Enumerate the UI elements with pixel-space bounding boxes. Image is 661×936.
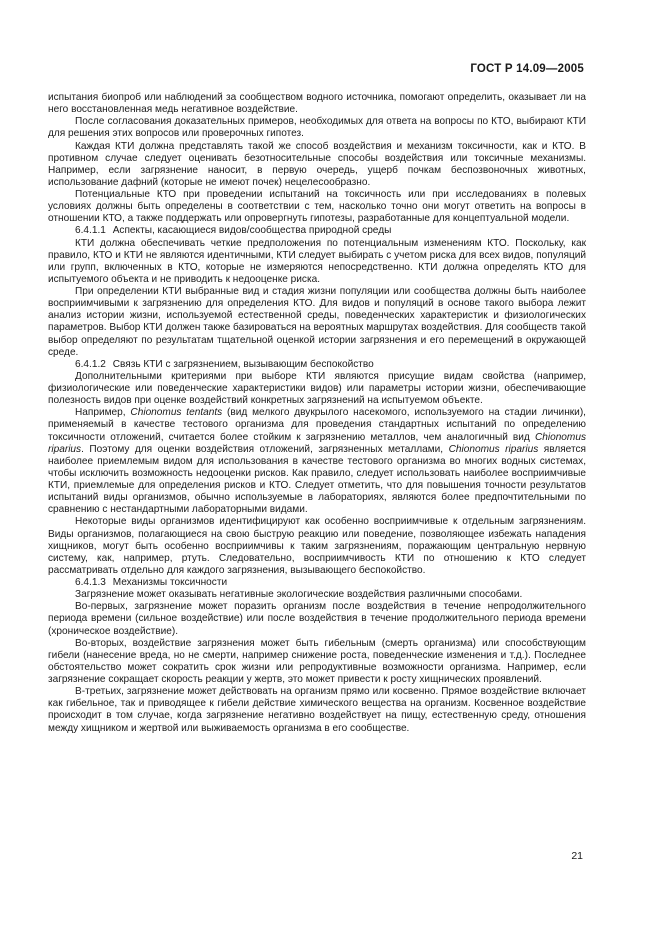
paragraph-species-example <box>48 407 586 516</box>
species-name: Chionomus riparius <box>48 431 586 455</box>
paragraph: В-третьих, загрязнение может действовать на организм прямо или косвенно. Прямое воздействие включает как гибельное, так и приводящее к гибели действие химического вещества на организм. Косвенное воздействие происходит в том случае, когда загрязнение негативно воздействует на пищу, естественную среду, отношения между хищником и жертвой или выживаемость организма в его сообществе. <box>48 686 586 734</box>
paragraph: Каждая КТИ должна представлять такой же способ воздействия и механизм токсичности, как и КТО. В противном случае следует оценивать безотносительные способы воздействия или токсичные механизмы. Например, если загрязнение наносит, в первую очередь, ущерб почкам беспозвоночных животных, использование дафний (которые не имеют почек) нецелесообразно. <box>48 140 586 188</box>
section-number: 6.4.1.1 <box>75 225 106 237</box>
paragraph: КТИ должна обеспечивать четкие предположения по потенциальным изменениям КТО. Поскольку, как правило, КТО и КТИ не являются идентичными, КТИ следует выбирать с учетом риска для всех видов, популяций или групп, включенных в КТО, которые не измеряются непосредственно. КТИ должна определять КТО для испытуемого объекта и не приводить к недооценке риска. <box>48 237 586 285</box>
paragraph: Дополнительными критериями при выборе КТИ являются присущие видам свойства (например, физиологические или поведенческие характеристики видов) или параметры истории жизни, обеспечивающие полезность видов при оценке воздействий конкретных загрязнений на испытуемом объекте. <box>48 370 586 407</box>
section-title: Механизмы токсичности <box>112 577 228 588</box>
paragraph: При определении КТИ выбранные вид и стадия жизни популяции или сообщества должны быть наиболее восприимчивыми к загрязнению для определения КТО. Для видов и популяций в основе такого выбора лежит анализ истории жизни, используемой естественной среды, поведенческих характеристик и физиологических параметров. Выбор КТИ должен также базироваться на вероятных маршрутах воздействия. Для сообществ такой выбор определяют по результатам тщательной оценкой истории загрязнения и его перемещений в окружающей среде. <box>48 286 586 358</box>
document-body <box>48 92 586 735</box>
page-number: 21 <box>571 850 583 862</box>
section-title: Связь КТИ с загрязнением, вызывающим беспокойство <box>112 358 374 370</box>
species-name: Chionomus riparius <box>448 443 539 455</box>
paragraph: Загрязнение может оказывать негативные экологические воздействия различными способами. <box>75 589 523 601</box>
paragraph: После согласования доказательных примеров, необходимых для ответа на вопросы по КТО, выбирают КТИ для решения этих вопросов или проверочных гипотез. <box>48 116 586 140</box>
section-heading-6-4-1-3 <box>48 577 586 589</box>
section-title: Аспекты, касающиеся видов/сообщества природной среды <box>112 225 392 237</box>
section-number: 6.4.1.3 <box>75 577 106 588</box>
paragraph: Потенциальные КТО при проведении испытаний на токсичность или при исследованиях в полевых условиях должны быть определены в соответствии с тем, насколько точно они могут ответить на вопросы в отношении КТО, а также поддержать или опровергнуть гипотезы, разработанные для концептуальной модели. <box>48 189 586 225</box>
text-run: Например, <box>75 407 131 419</box>
species-name: Chionomus tentants <box>130 407 223 419</box>
text-run: . Поэтому для оценки воздействия отложений, загрязненных металлами, <box>81 443 449 455</box>
text-run: является наиболее приемлемым видом для использования в качестве тестового организма во многих водных системах, чтобы исключить возможность недооценки рисков. Как правило, следует использовать наиболее восприимчивые КТИ, приемлемые для определения рисков и КТО. Следует отметить, что для повышения точности результатов испытаний виды организмов, обычно используемые в лабораториях, являются более предпочтительными по сравнению с нестандартными лабораторными видами. <box>48 443 586 516</box>
paragraph-continuation: испытания биопроб или наблюдений за сообществом водного источника, помогают определить, оказывает ли на него восстановленная медь негативное воздействие. <box>48 92 586 116</box>
section-heading-6-4-1-2 <box>48 359 586 371</box>
document-code-header: ГОСТ Р 14.09—2005 <box>470 63 584 75</box>
text-run: (вид мелкого двукрылого насекомого, используемого на стадии личинки), применяемый в качестве тестового организма для проведения стандартных испытаний по определению токсичности отложений, считается более стойким к загрязнению металлов, чем аналогичный вид <box>48 407 586 443</box>
section-number: 6.4.1.2 <box>75 358 106 370</box>
paragraph: Во-первых, загрязнение может поразить организм после воздействия в течение непродолжительного периода времени (сильное воздействие) или после воздействия в течение продолжительного периода времени (хроническое воздействие). <box>48 601 586 637</box>
paragraph: Некоторые виды организмов идентифицируют как особенно восприимчивые к отдельным загрязнениям. Виды организмов, полагающиеся на свою быструю реакцию или поведение, позволяющее избежать нападения хищников, могут быть особенно восприимчивы к таким загрязнениям, поражающим центральную нервную систему, как, например, ртуть. Следовательно, восприимчивость КТИ по отношению к КТО следует рассматривать отдельно для каждого загрязнения, вызывающего беспокойство. <box>48 516 586 576</box>
paragraph: Во-вторых, воздействие загрязнения может быть гибельным (смерть организма) или способствующим гибели (нанесение вреда, но не смерти, например снижение роста, поведенческие изменения и т.д.). Последнее обстоятельство может сократить срок жизни или репродуктивные возможности организма. Например, если загрязнение сокращает скорость реакции у жертв, это может привести к росту хищнических проявлений. <box>48 637 586 685</box>
section-heading-6-4-1-1 <box>48 225 586 237</box>
